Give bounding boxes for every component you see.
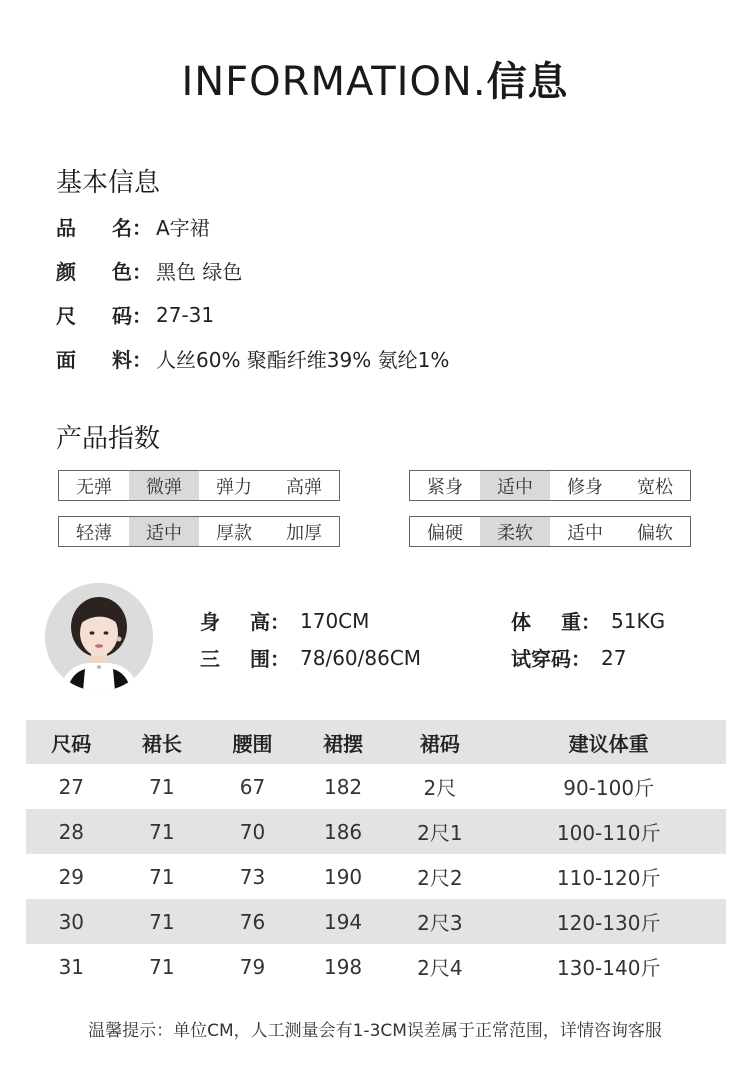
scale-option: 高弹 — [286, 476, 322, 498]
model-label-2: 围： — [250, 647, 290, 671]
scale-option: 偏软 — [637, 522, 673, 544]
table-cell: 120-130斤 — [491, 899, 726, 944]
table-cell: 71 — [117, 809, 208, 854]
model-label-2: 重： — [561, 610, 601, 634]
table-cell: 73 — [239, 864, 266, 889]
info-label-2: 色： — [112, 260, 152, 284]
table-cell: 30 — [26, 899, 117, 944]
info-value: A字裙 — [156, 216, 210, 240]
scale-option: 紧身 — [427, 476, 463, 498]
table-header-row — [26, 720, 726, 764]
table-cell: 100-110斤 — [491, 809, 726, 854]
basic-info-heading: 基本信息 — [56, 168, 161, 198]
table-cell: 2尺2 — [417, 866, 463, 890]
softness-scale — [409, 516, 691, 547]
table-cell: 190 — [323, 864, 363, 889]
table-cell: 29 — [58, 864, 85, 889]
table-cell: 130-140斤 — [556, 956, 661, 980]
model-label-1: 三 — [200, 647, 220, 671]
table-header-cell: 裙摆 — [298, 720, 389, 764]
model-trial-row — [511, 643, 626, 672]
info-label-1: 尺 — [56, 304, 76, 328]
table-header-cell: 裙长 — [117, 720, 208, 764]
table-cell: 186 — [298, 809, 389, 854]
scale-option: 无弹 — [76, 476, 112, 498]
info-row-name — [56, 212, 210, 241]
table-cell: 2尺3 — [388, 899, 491, 944]
table-cell: 71 — [117, 899, 208, 944]
model-trial-label: 试穿码： — [511, 647, 591, 671]
model-height-value: 170CM — [300, 608, 370, 633]
scale-option: 宽松 — [637, 476, 673, 498]
info-value: 人丝60% 聚酯纤维39% 氨纶1% — [156, 348, 450, 372]
table-cell: 194 — [298, 899, 389, 944]
table-cell: 2尺 — [423, 776, 457, 800]
title-cn: 信息 — [486, 59, 569, 105]
model-trial-value: 27 — [601, 645, 627, 670]
info-label-1: 面 — [56, 348, 76, 372]
model-label-2: 高： — [250, 610, 290, 634]
product-index-heading: 产品指数 — [56, 424, 161, 454]
scale-option: 适中 — [567, 522, 603, 544]
scale-option-selected: 适中 — [129, 517, 199, 546]
scale-option: 厚款 — [216, 522, 252, 544]
info-row-size — [56, 300, 214, 329]
scale-option-selected: 微弹 — [129, 471, 199, 500]
table-header-cell: 腰围 — [207, 720, 298, 764]
scale-option: 轻薄 — [76, 522, 112, 544]
table-cell: 182 — [323, 774, 363, 799]
table-row — [26, 764, 726, 809]
table-cell: 71 — [149, 864, 175, 889]
table-row — [26, 899, 726, 944]
table-row — [26, 854, 726, 899]
model-label-1: 体 — [511, 610, 531, 634]
info-label-2: 料： — [112, 348, 152, 372]
thickness-scale — [58, 516, 340, 547]
model-avatar — [45, 583, 153, 691]
table-cell: 90-100斤 — [563, 776, 655, 800]
table-cell: 70 — [207, 809, 298, 854]
fit-scale — [409, 470, 691, 501]
scale-option-selected: 适中 — [480, 471, 550, 500]
info-value: 27-31 — [156, 302, 215, 327]
info-label-1: 品 — [56, 216, 76, 240]
table-cell: 2尺1 — [388, 809, 491, 854]
scale-option: 弹力 — [216, 476, 252, 498]
table-cell: 27 — [58, 774, 85, 799]
model-height-row — [200, 606, 369, 635]
table-cell: 76 — [207, 899, 298, 944]
table-row — [26, 809, 726, 854]
model-weight-value: 51KG — [611, 608, 666, 633]
table-cell: 31 — [58, 954, 85, 979]
model-weight-row — [511, 606, 665, 635]
table-header-cell: 建议体重 — [491, 720, 726, 764]
table-cell: 79 — [239, 954, 266, 979]
table-row — [26, 944, 726, 989]
model-label-1: 身 — [200, 610, 220, 634]
table-cell: 198 — [323, 954, 363, 979]
table-header-cell: 裙码 — [388, 720, 491, 764]
scale-option: 偏硬 — [427, 522, 463, 544]
elasticity-scale — [58, 470, 340, 501]
table-cell: 71 — [149, 954, 175, 979]
table-cell: 71 — [149, 774, 175, 799]
scale-option: 修身 — [567, 476, 603, 498]
info-row-fabric — [56, 344, 449, 373]
table-cell: 110-120斤 — [556, 866, 661, 890]
table-cell: 2尺4 — [417, 956, 463, 980]
table-header-cell: 尺码 — [26, 720, 117, 764]
scale-option-selected: 柔软 — [480, 517, 550, 546]
measurement-tip: 温馨提示：单位CM，人工测量会有1-3CM误差属于正常范围，详情咨询客服 — [88, 1021, 662, 1041]
model-portrait-icon — [45, 583, 153, 691]
info-label-1: 颜 — [56, 260, 76, 284]
info-row-color — [56, 256, 242, 285]
table-cell: 28 — [26, 809, 117, 854]
info-label-2: 名： — [112, 216, 152, 240]
title-en: INFORMATION. — [181, 59, 487, 105]
scale-option: 加厚 — [286, 522, 322, 544]
model-measurements-value: 78/60/86CM — [300, 645, 422, 670]
info-label-2: 码： — [112, 304, 152, 328]
size-table — [26, 720, 726, 989]
page-title — [0, 50, 750, 107]
model-measurements-row — [200, 643, 421, 672]
info-value: 黑色 绿色 — [156, 260, 243, 284]
table-cell: 67 — [239, 774, 266, 799]
